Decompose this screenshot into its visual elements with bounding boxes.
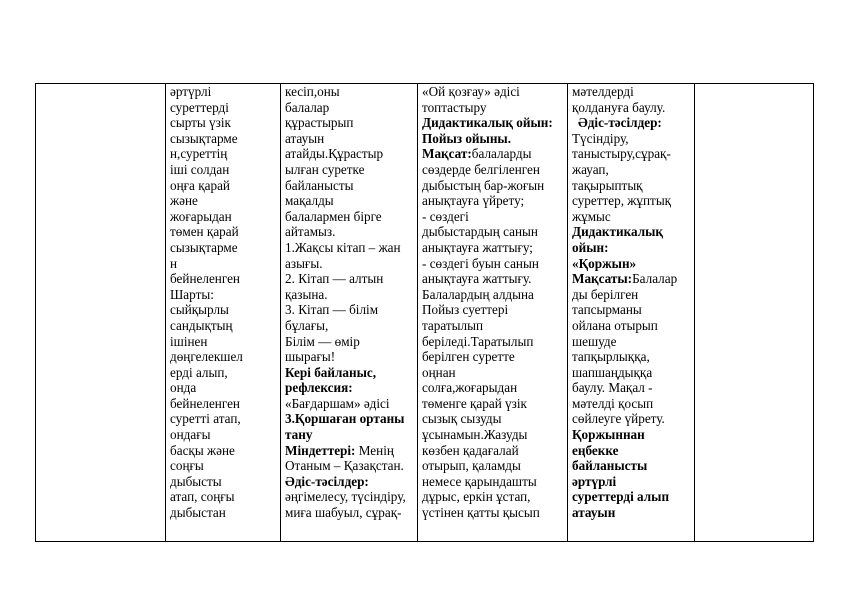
text-line: баулу. Мақал -	[572, 380, 653, 396]
text-line: жоғарыдан	[170, 208, 232, 224]
bold-prefix: Мақсат:	[422, 146, 472, 162]
text-line: - сөздегі буын санын	[422, 255, 539, 271]
text-line: балалармен бірге	[285, 208, 382, 224]
text-line: анықтауға жаттығу;	[422, 239, 533, 255]
text-line: анықтауға жаттығу.	[422, 271, 532, 287]
text-line: әртүрлі	[170, 84, 212, 99]
text-line: онда	[170, 380, 197, 396]
column-4	[572, 84, 690, 541]
text-line: сөйлеуге үйрету.	[572, 411, 665, 427]
line-text: балаларды	[471, 146, 532, 162]
text-line: суретті атап,	[170, 411, 241, 427]
table-cell-column-4	[568, 84, 695, 542]
text-line: Пойыз суеттері	[422, 302, 509, 318]
text-line: Дидактикалық ойын:	[422, 115, 553, 131]
text-line: сырты үзік	[170, 115, 231, 131]
text-line: байланысты	[285, 177, 354, 193]
text-line: әңгімелесу, түсіндіру,	[285, 489, 406, 505]
text-line: солға,жоғарыдан	[422, 380, 518, 396]
text-line: Кері байланыс,	[285, 364, 377, 380]
text-line: көзбен қадағалай	[422, 442, 519, 458]
text-line: н	[170, 255, 178, 271]
text-line: оңға қарай	[170, 177, 230, 193]
text-line: ондағы	[170, 427, 211, 443]
text-line: Әдіс-тәсілдер:	[578, 115, 662, 131]
text-line: басқы және	[170, 442, 235, 458]
table-cell-empty-left	[36, 84, 166, 542]
text-line: - сөздегі	[422, 208, 469, 224]
text-line: 3. Кітап — білім	[285, 302, 379, 318]
text-line: атап, соңғы	[170, 489, 235, 505]
text-line: соңғы	[170, 458, 204, 474]
text-line: дыбыстан	[170, 505, 226, 521]
text-line: таратылып	[422, 317, 484, 333]
text-line: Шарты:	[170, 286, 214, 302]
text-line: ерді алып,	[170, 364, 228, 380]
text-line: байланысты	[572, 458, 648, 474]
text-line: рефлексия:	[285, 380, 353, 396]
text-line: шырағы!	[285, 349, 336, 365]
column-2	[285, 84, 413, 541]
table-cell-column-2	[281, 84, 418, 542]
text-line: балалар	[285, 99, 330, 115]
text-line: атауын	[285, 130, 325, 146]
column-1	[170, 84, 276, 541]
text-line: мақалды	[285, 193, 334, 209]
text-line: немесе қарындашты	[422, 473, 537, 489]
text-line: шешуде	[572, 333, 617, 349]
table-cell-empty-right	[695, 84, 814, 542]
text-line: және	[170, 193, 198, 209]
text-line: дыбысты	[170, 473, 222, 489]
column-0	[40, 84, 161, 541]
bold-prefix: Міндеттері:	[285, 442, 356, 458]
text-line: атайды.Құрастыр	[285, 146, 384, 162]
text-line: іші солдан	[170, 161, 230, 177]
text-line: таныстыру,сұрақ-	[572, 146, 671, 162]
text-line: оңнан	[422, 364, 456, 380]
text-line: ойын:	[572, 239, 609, 255]
text-line: отырып, қаламды	[422, 458, 521, 474]
text-line: ды берілген	[572, 286, 639, 302]
text-line: айтамыз.	[285, 224, 336, 240]
text-line: мәтелді қосып	[572, 395, 654, 411]
text-line: төменге қарай үзік	[422, 395, 527, 411]
text-line	[422, 146, 563, 162]
text-line: сандықтың	[170, 317, 233, 333]
lesson-plan-table	[35, 83, 814, 542]
column-5	[699, 84, 809, 541]
text-line: атауын	[572, 505, 616, 521]
text-line: топтастыру	[422, 99, 487, 115]
text-line: дөңгелекшел	[170, 349, 243, 365]
text-line: Отаным – Қазақстан.	[285, 458, 404, 474]
text-line: дыбыстың бар-жоғын	[422, 177, 545, 193]
text-line: төмен қарай	[170, 224, 239, 240]
text-line: әртүрлі	[572, 473, 617, 489]
column-3	[422, 84, 563, 541]
text-line: тапқырлыққа,	[572, 349, 650, 365]
text-line: миға шабуыл, сұрақ-	[285, 505, 402, 521]
text-line: тану	[285, 427, 313, 443]
text-line	[572, 271, 690, 287]
text-line: Білім — өмір	[285, 333, 360, 349]
text-line: бұлағы,	[285, 317, 329, 333]
text-line: жұмыс	[572, 208, 611, 224]
text-line: жауап,	[572, 161, 609, 177]
text-line: кесіп,оны	[285, 84, 340, 99]
bold-prefix: Мақсаты:	[572, 271, 633, 287]
text-line: тапсырманы	[572, 302, 642, 318]
line-text: Балалар	[632, 271, 678, 287]
text-line: Пойыз ойыны.	[422, 130, 512, 146]
line-text: Менің	[355, 442, 394, 458]
table-cell-column-3	[418, 84, 568, 542]
text-line: суреттерді	[170, 99, 229, 115]
text-line: дұрыс, еркін ұстап,	[422, 489, 531, 505]
text-line: суреттерді алып	[572, 489, 670, 505]
text-line: бейнеленген	[170, 395, 240, 411]
text-line: Әдіс-тәсілдер:	[285, 473, 369, 489]
text-line: мәтелдерді	[572, 84, 634, 99]
text-line	[285, 443, 413, 459]
text-line: н,суреттің	[170, 146, 228, 162]
text-line: сызық сызуды	[422, 411, 502, 427]
text-line: «Ой қозғау» әдісі	[422, 84, 520, 99]
text-line: еңбекке	[572, 442, 619, 458]
text-line: ылған суретке	[285, 161, 365, 177]
text-line: үстінен қатты қысып	[422, 505, 540, 521]
text-line: қолдануға баулу.	[572, 99, 666, 115]
text-line: 3.Қоршаған ортаны	[285, 411, 405, 427]
text-line: шапшаңдыққа	[572, 364, 653, 380]
text-line: бейнеленген	[170, 271, 240, 287]
text-line: анықтауға үйрету;	[422, 193, 525, 209]
text-line: дыбыстардың санын	[422, 224, 538, 240]
table-row	[36, 84, 814, 542]
text-line: сызықтарме	[170, 130, 238, 146]
text-line: «Қоржын»	[572, 255, 637, 271]
text-line: құрастырып	[285, 115, 354, 131]
text-line: Түсіндіру,	[572, 130, 629, 146]
text-line: ойлана отырып	[572, 317, 658, 333]
text-line: Дидактикалық	[572, 224, 664, 240]
text-line: берілген суретте	[422, 349, 515, 365]
text-line: тақырыптық	[572, 177, 643, 193]
text-line: Қоржыннан	[572, 427, 645, 443]
text-line: сөздерде белгіленген	[422, 161, 540, 177]
text-line: қазына.	[285, 286, 328, 302]
text-line: суреттер, жұптық	[572, 193, 672, 209]
text-line: сызықтарме	[170, 239, 238, 255]
text-line: ішінен	[170, 333, 208, 349]
text-line: беріледі.Таратылып	[422, 333, 534, 349]
text-line: Балалардың алдына	[422, 286, 534, 302]
text-line: сыйқырлы	[170, 302, 229, 318]
text-line: 1.Жақсы кітап – жан	[285, 239, 401, 255]
text-line: 2. Кітап — алтын	[285, 271, 384, 287]
text-line: азығы.	[285, 255, 323, 271]
text-line: ұсынамын.Жазуды	[422, 427, 528, 443]
table-cell-column-1	[166, 84, 281, 542]
text-line: «Бағдаршам» әдісі	[285, 395, 390, 411]
